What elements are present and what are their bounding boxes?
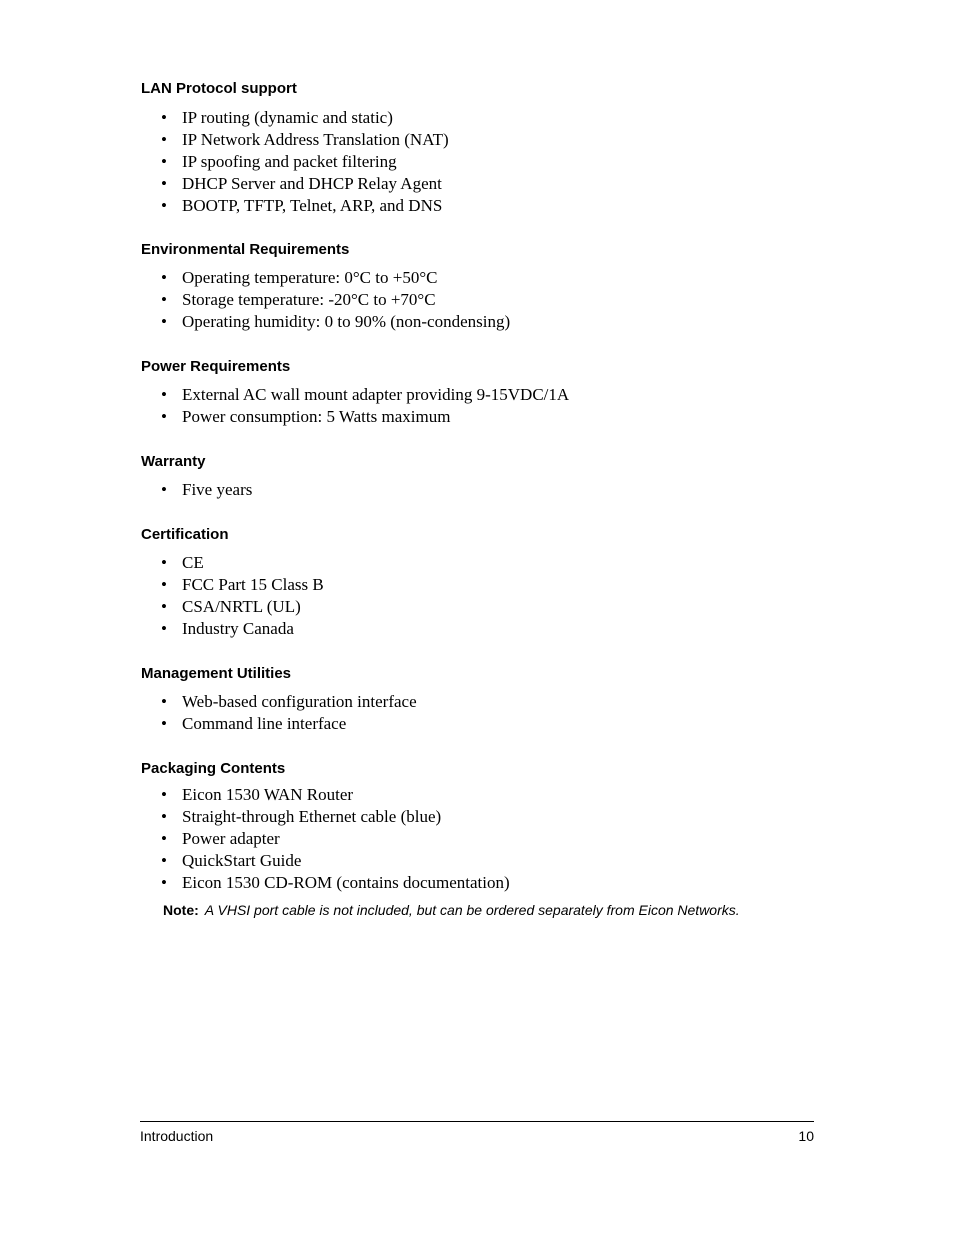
list-item: • CSA/NRTL (UL) xyxy=(141,596,324,618)
section-heading: Power Requirements xyxy=(141,358,291,375)
bullet-list xyxy=(141,267,510,333)
list-item: • IP spoofing and packet filtering xyxy=(141,151,449,173)
list-item: • Command line interface xyxy=(141,713,417,735)
list-item: • IP Network Address Translation (NAT) xyxy=(141,129,449,151)
section-power xyxy=(141,358,569,428)
list-item: • Power consumption: 5 Watts maximum xyxy=(141,406,569,428)
list-item: • Straight-through Ethernet cable (blue) xyxy=(141,806,510,828)
section-lan-protocol xyxy=(141,80,449,217)
list-item: • Five years xyxy=(141,479,252,501)
list-item: • Power adapter xyxy=(141,828,510,850)
list-item: • Industry Canada xyxy=(141,618,324,640)
bullet-list xyxy=(141,479,252,501)
list-item: • Storage temperature: -20°C to +70°C xyxy=(141,289,510,311)
list-item: • Operating humidity: 0 to 90% (non-condensing) xyxy=(141,311,510,333)
footer-divider xyxy=(140,1121,814,1122)
note-label: Note: xyxy=(163,902,199,918)
section-heading: Warranty xyxy=(141,453,206,470)
section-warranty xyxy=(141,453,252,501)
list-item: • QuickStart Guide xyxy=(141,850,510,872)
section-environmental xyxy=(141,241,510,333)
list-item: • CE xyxy=(141,552,324,574)
section-packaging-contents xyxy=(141,760,510,894)
list-item: • Web-based configuration interface xyxy=(141,691,417,713)
section-management-utilities xyxy=(141,665,417,735)
bullet-list xyxy=(141,384,569,428)
list-item: • Eicon 1530 WAN Router xyxy=(141,784,510,806)
section-heading: LAN Protocol support xyxy=(141,80,297,97)
note-text: A VHSI port cable is not included, but can be ordered separately from Eicon Networks. xyxy=(204,902,740,918)
note xyxy=(163,902,740,918)
footer-section-title: Introduction xyxy=(140,1128,214,1144)
list-item: • IP routing (dynamic and static) xyxy=(141,107,449,129)
bullet-list xyxy=(141,691,417,735)
list-item: • FCC Part 15 Class B xyxy=(141,574,324,596)
section-certification xyxy=(141,526,324,640)
page-number: 10 xyxy=(798,1128,814,1144)
bullet-list xyxy=(141,107,449,217)
bullet-list xyxy=(141,784,510,894)
list-item: • Eicon 1530 CD-ROM (contains documentation) xyxy=(141,872,510,894)
section-heading: Certification xyxy=(141,526,229,543)
bullet-list xyxy=(141,552,324,640)
list-item: • Operating temperature: 0°C to +50°C xyxy=(141,267,510,289)
section-heading: Environmental Requirements xyxy=(141,241,350,258)
list-item: • DHCP Server and DHCP Relay Agent xyxy=(141,173,449,195)
section-heading: Packaging Contents xyxy=(141,760,286,777)
section-heading: Management Utilities xyxy=(141,665,292,682)
list-item: • BOOTP, TFTP, Telnet, ARP, and DNS xyxy=(141,195,449,217)
list-item: • External AC wall mount adapter providing 9-15VDC/1A xyxy=(141,384,569,406)
